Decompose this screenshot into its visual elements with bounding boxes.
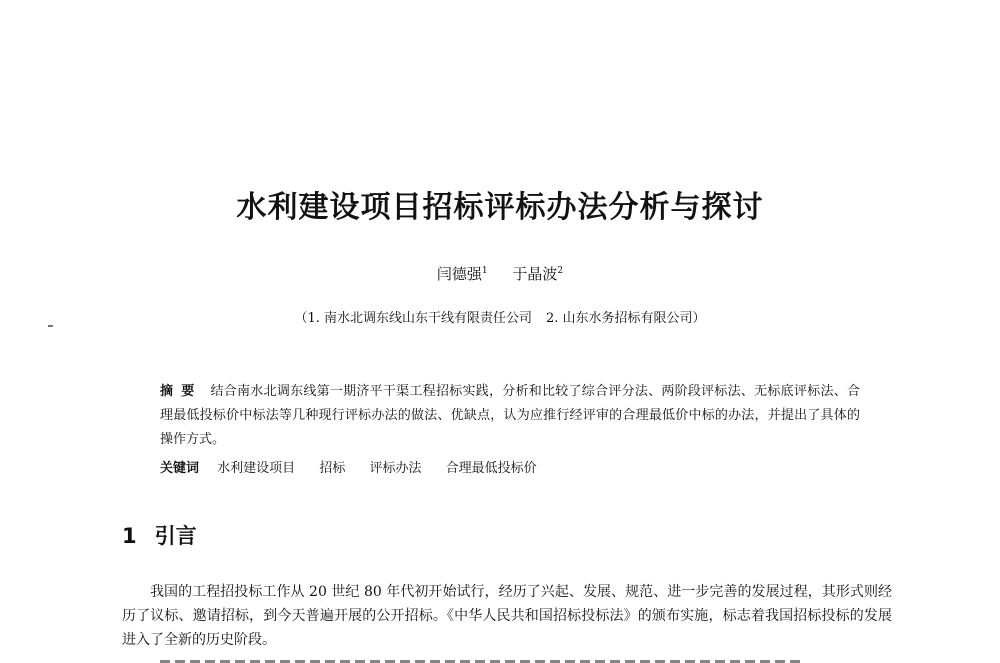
section-heading	[122, 520, 197, 550]
affiliation-close-paren: ）	[692, 311, 706, 326]
author-affil-mark: 1	[481, 266, 488, 276]
abstract-label: 摘要	[160, 384, 203, 399]
keyword: 合理最低投标价	[445, 461, 537, 476]
keyword: 水利建设项目	[217, 461, 296, 476]
author-1	[437, 265, 488, 283]
affiliation-1: 1. 南水北调东线山东干线有限责任公司	[307, 311, 532, 326]
keyword: 招标	[319, 461, 346, 476]
section-title: 引言	[154, 524, 197, 548]
keyword: 评标办法	[369, 461, 422, 476]
paper-title: 水利建设项目招标评标办法分析与探讨	[236, 190, 764, 225]
author-line	[0, 263, 1000, 284]
affiliation-2: 2. 山东水务招标有限公司	[546, 311, 693, 326]
section-number: 1	[122, 524, 137, 548]
body-paragraph: 我国的工程招投标工作从 20 世纪 80 年代初开始试行，经历了兴起、发展、规范、进一步完善的发展过程，其形式则经历了议标、邀请招标，到今天普遍开展的公开招标。《中华人民共和国招标投标法》的颁布实施，标志着我国招标投标的发展进入了全新的历史阶段。	[122, 584, 892, 648]
affiliation-open-paren: （	[294, 311, 308, 326]
abstract-block	[160, 380, 860, 452]
affiliation-line	[0, 307, 1000, 326]
author-name: 闫德强	[436, 265, 482, 283]
cut-off-text-line	[160, 652, 800, 663]
keywords-block	[160, 457, 860, 481]
abstract-text: 结合南水北调东线第一期济平干渠工程招标实践，分析和比较了综合评分法、两阶段评标法、无标底评标法、合理最低投标价中标法等几种现行评标办法的做法、优缺点，认为应推行经评审的合理最低价中标的办法，并提出了具体的操作方式。	[160, 384, 860, 447]
author-name: 于晶波	[512, 265, 558, 283]
keywords-label: 关键词	[160, 461, 200, 476]
author-2	[512, 265, 563, 283]
author-affil-mark: 2	[557, 266, 564, 276]
